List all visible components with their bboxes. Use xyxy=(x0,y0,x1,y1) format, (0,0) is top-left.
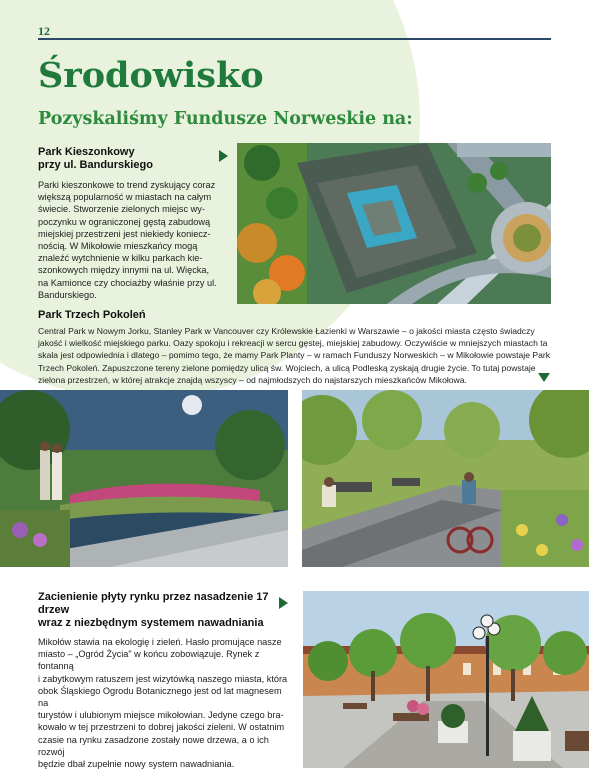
body-line: Trzech Pokoleń. Zapuszczone tereny zielone pomiędzy ulicą św. Wojciech, a ulicą Podleską zyskają drugie życie. To tutaj powstaje xyxy=(38,362,536,373)
body-line: skala jest odpowiednia i dlatego – pomimo tego, że mamy Park Planty – w ramach Funduszy Norweskich – w Mikołowie powstaje Park xyxy=(38,350,551,361)
body-line: nością. W Mikołowie mieszkańcy mogą xyxy=(38,241,198,252)
play-arrow-icon xyxy=(219,150,228,162)
body-line: miasto – „Ogród Życia" w końcu zobowiązuje. Rynek z fontanną xyxy=(38,649,260,672)
body-line: świecie. Stworzenie zielonych miejsc wy- xyxy=(38,204,205,215)
pocket-park-aerial-image xyxy=(237,143,551,304)
body-line: kowało w tej przestrzeni to dobrej jakości zieleni. W ostatnim xyxy=(38,722,285,733)
play-arrow-icon xyxy=(279,597,288,609)
body-line: większą popularność w miastach na całym xyxy=(38,192,212,203)
body-line: Central Park w Nowym Jorku, Stanley Park w Vancouver czy Królewskie Łazienki w Warszawie – o jakości miasta często świadczy xyxy=(38,326,535,336)
body-line: turystów i ulubionym miejsce mikołowian. Jedyne czego bra- xyxy=(38,710,284,721)
park-night-rendering-image xyxy=(0,390,288,567)
market-square-rendering-image xyxy=(303,591,589,768)
section-heading-park-trzech-pokolen: Park Trzech Pokoleń xyxy=(38,309,146,321)
section-body-park-trzech-pokolen xyxy=(38,325,554,386)
heading-line: wraz z niezbędnym systemem nawadniania xyxy=(38,617,264,629)
down-arrow-icon xyxy=(538,373,550,382)
section-market-trees xyxy=(38,591,288,770)
body-line: poczynku w ograniczonej gęstą zabudową xyxy=(38,216,211,227)
body-line: szonkowych między innymi na ul. Więcka, xyxy=(38,265,210,276)
body-line: będzie dbał zupełnie nowy system nawadniania. xyxy=(38,759,235,770)
body-line: i zabytkowym ratuszem jest wizytówką naszego miasta, która xyxy=(38,673,288,684)
body-line: zielona przestrzeń, w której atrakcje znajdą wszyscy – od najmłodszych do najstarszych mieszkańców Mikołowa. xyxy=(38,374,467,385)
body-line: obok Śląskiego Ogrodu Botanicznego jest od lat magnesem na xyxy=(38,685,282,709)
section-heading xyxy=(38,591,288,630)
body-line: Parki kieszonkowe to trend zyskujący coraz xyxy=(38,180,216,190)
body-line: Bandurskiego. xyxy=(38,289,97,300)
body-line: czasie na rynku zasadzone zostały nowe drzewa, a o ich rozwój xyxy=(38,734,269,757)
park-day-rendering-image xyxy=(302,390,589,567)
heading-line: przy ul. Bandurskiego xyxy=(38,159,153,171)
body-line: Mikołów stawia na ekologię i zieleń. Hasło promujące nasze xyxy=(38,637,282,647)
heading-line: Zacienienie płyty rynku przez nasadzenie 17 drzew xyxy=(38,591,269,616)
body-line: znaleźć wytchnienie w kilku parkach kie- xyxy=(38,253,203,264)
heading-line: Park Kieszonkowy xyxy=(38,146,135,158)
body-line: na Kamionce czy chociażby właśnie przy ul. xyxy=(38,277,217,288)
body-line: jakość i wielkość miejskiego parku. Oazy spokoju i rekreacji w sercu gęstej, miejskiej zabudowy. Oczywiście w mniejszych miastach ta xyxy=(38,338,548,349)
top-rule xyxy=(38,38,551,40)
section-body xyxy=(38,179,234,301)
page-title: Środowisko xyxy=(38,55,264,96)
section-heading xyxy=(38,146,234,172)
body-line: miejskiej przestrzeni jest niekiedy koniecz- xyxy=(38,228,211,239)
section-body xyxy=(38,636,288,770)
section-pocket-park xyxy=(38,146,234,301)
page-subtitle: Pozyskaliśmy Fundusze Norweskie na: xyxy=(38,109,413,129)
page-number: 12 xyxy=(38,24,50,38)
